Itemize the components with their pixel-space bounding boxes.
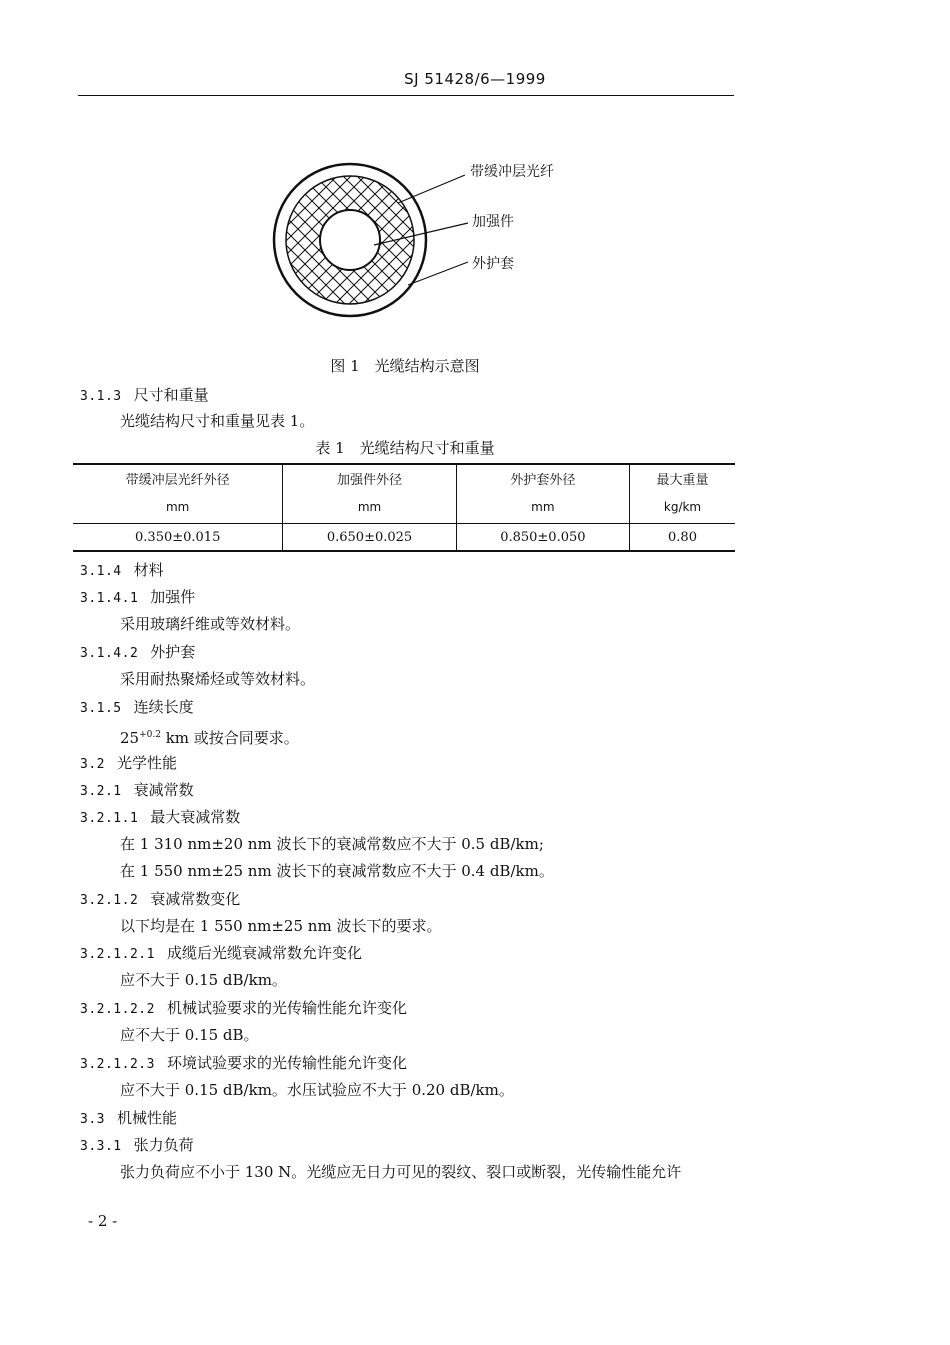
section-3-2-1-2-1-text: 应不大于 0.15 dB/km。 — [120, 971, 287, 989]
table-row — [73, 524, 735, 552]
header-jacket-diameter: 外护套外径 mm — [456, 464, 629, 524]
section-3-2-1-heading — [80, 780, 194, 802]
section-3-2-1-1-heading — [80, 807, 240, 829]
strength-member — [320, 210, 380, 270]
section-number: 3.1.5 — [80, 701, 122, 716]
section-3-3-heading — [80, 1108, 177, 1130]
section-3-1-3-heading — [80, 385, 209, 407]
dimension-weight-table — [73, 463, 735, 552]
cell-max-weight: 0.80 — [630, 524, 735, 552]
section-3-2-1-2-2-text: 应不大于 0.15 dB。 — [120, 1026, 259, 1044]
table-title: 表 1 光缆结构尺寸和重量 — [315, 439, 495, 457]
section-3-2-1-1-text-2: 在 1 550 nm±25 nm 波长下的衰减常数应不大于 0.4 dB/km。 — [120, 862, 554, 880]
section-title: 最大衰减常数 — [150, 808, 241, 826]
section-title: 材料 — [133, 561, 164, 579]
section-number: 3.2.1.2.2 — [80, 1002, 155, 1017]
header-fiber-diameter: 带缓冲层光纤外径 mm — [73, 464, 283, 524]
section-title: 机械性能 — [116, 1109, 177, 1127]
section-number: 3.2.1 — [80, 784, 122, 799]
section-3-2-1-2-2-heading — [80, 998, 407, 1020]
section-3-1-5-heading — [80, 697, 194, 719]
section-title: 连续长度 — [133, 698, 194, 716]
cell-jacket-diameter: 0.850±0.050 — [456, 524, 629, 552]
section-number: 3.2.1.2.1 — [80, 947, 155, 962]
header-max-weight: 最大重量 kg/km — [630, 464, 735, 524]
section-title: 加强件 — [150, 588, 196, 606]
section-title: 外护套 — [150, 643, 196, 661]
section-number: 3.2.1.2 — [80, 893, 139, 908]
section-title: 环境试验要求的光传输性能允许变化 — [166, 1054, 407, 1072]
section-title: 衰减常数 — [133, 781, 194, 799]
section-3-1-4-1-text: 采用玻璃纤维或等效材料。 — [120, 615, 301, 633]
section-number: 3.2 — [80, 757, 105, 772]
figure-caption: 图 1 光缆结构示意图 — [330, 357, 480, 375]
section-3-2-1-2-text: 以下均是在 1 550 nm±25 nm 波长下的要求。 — [120, 917, 442, 935]
cable-cross-section-figure — [270, 145, 570, 345]
section-number: 3.2.1.2.3 — [80, 1057, 155, 1072]
leader-line-fiber — [398, 175, 465, 203]
section-3-1-4-heading — [80, 560, 164, 582]
section-number: 3.3 — [80, 1112, 105, 1127]
section-title: 衰减常数变化 — [150, 890, 241, 908]
section-title: 机械试验要求的光传输性能允许变化 — [166, 999, 407, 1017]
section-3-2-1-2-1-heading — [80, 943, 362, 965]
length-text: km 或按合同要求。 — [160, 729, 299, 747]
cell-fiber-diameter: 0.350±0.015 — [73, 524, 283, 552]
section-title: 张力负荷 — [133, 1136, 194, 1154]
label-outer-jacket: 外护套 — [472, 256, 514, 272]
table-header-row — [73, 464, 735, 524]
section-3-2-heading — [80, 753, 177, 775]
section-3-2-1-1-text-1: 在 1 310 nm±20 nm 波长下的衰减常数应不大于 0.5 dB/km; — [120, 835, 544, 853]
section-3-1-5-text — [120, 725, 299, 748]
section-title: 成缆后光缆衰减常数允许变化 — [166, 944, 362, 962]
cell-strength-diameter: 0.650±0.025 — [283, 524, 456, 552]
header-rule — [78, 95, 734, 96]
page-number: - 2 - — [88, 1212, 118, 1230]
section-3-2-1-2-3-text: 应不大于 0.15 dB/km。水压试验应不大于 0.20 dB/km。 — [120, 1081, 514, 1099]
section-3-3-1-text: 张力负荷应不小于 130 N。光缆应无日力可见的裂纹、裂口或断裂，光传输性能允许 — [120, 1163, 682, 1181]
length-tolerance: +0.2 — [139, 730, 161, 740]
section-number: 3.1.4 — [80, 564, 122, 579]
section-number: 3.1.3 — [80, 389, 122, 404]
section-number: 3.2.1.1 — [80, 811, 139, 826]
section-title: 光学性能 — [116, 754, 177, 772]
section-number: 3.3.1 — [80, 1139, 122, 1154]
section-number: 3.1.4.2 — [80, 646, 139, 661]
length-value: 25 — [120, 729, 140, 747]
section-3-2-1-2-3-heading — [80, 1053, 407, 1075]
section-3-1-4-2-heading — [80, 642, 195, 664]
section-3-1-4-2-text: 采用耐热聚烯烃或等效材料。 — [120, 670, 316, 688]
section-number: 3.1.4.1 — [80, 591, 139, 606]
label-strength-member: 加强件 — [472, 214, 514, 230]
label-buffered-fiber: 带缓冲层光纤 — [470, 164, 554, 180]
header-strength-diameter: 加强件外径 mm — [283, 464, 456, 524]
document-code: SJ 51428/6—1999 — [404, 70, 546, 88]
section-3-2-1-2-heading — [80, 889, 240, 911]
section-title: 尺寸和重量 — [133, 386, 209, 404]
section-3-1-3-text: 光缆结构尺寸和重量见表 1。 — [120, 412, 315, 430]
section-3-1-4-1-heading — [80, 587, 195, 609]
section-3-3-1-heading — [80, 1135, 194, 1157]
